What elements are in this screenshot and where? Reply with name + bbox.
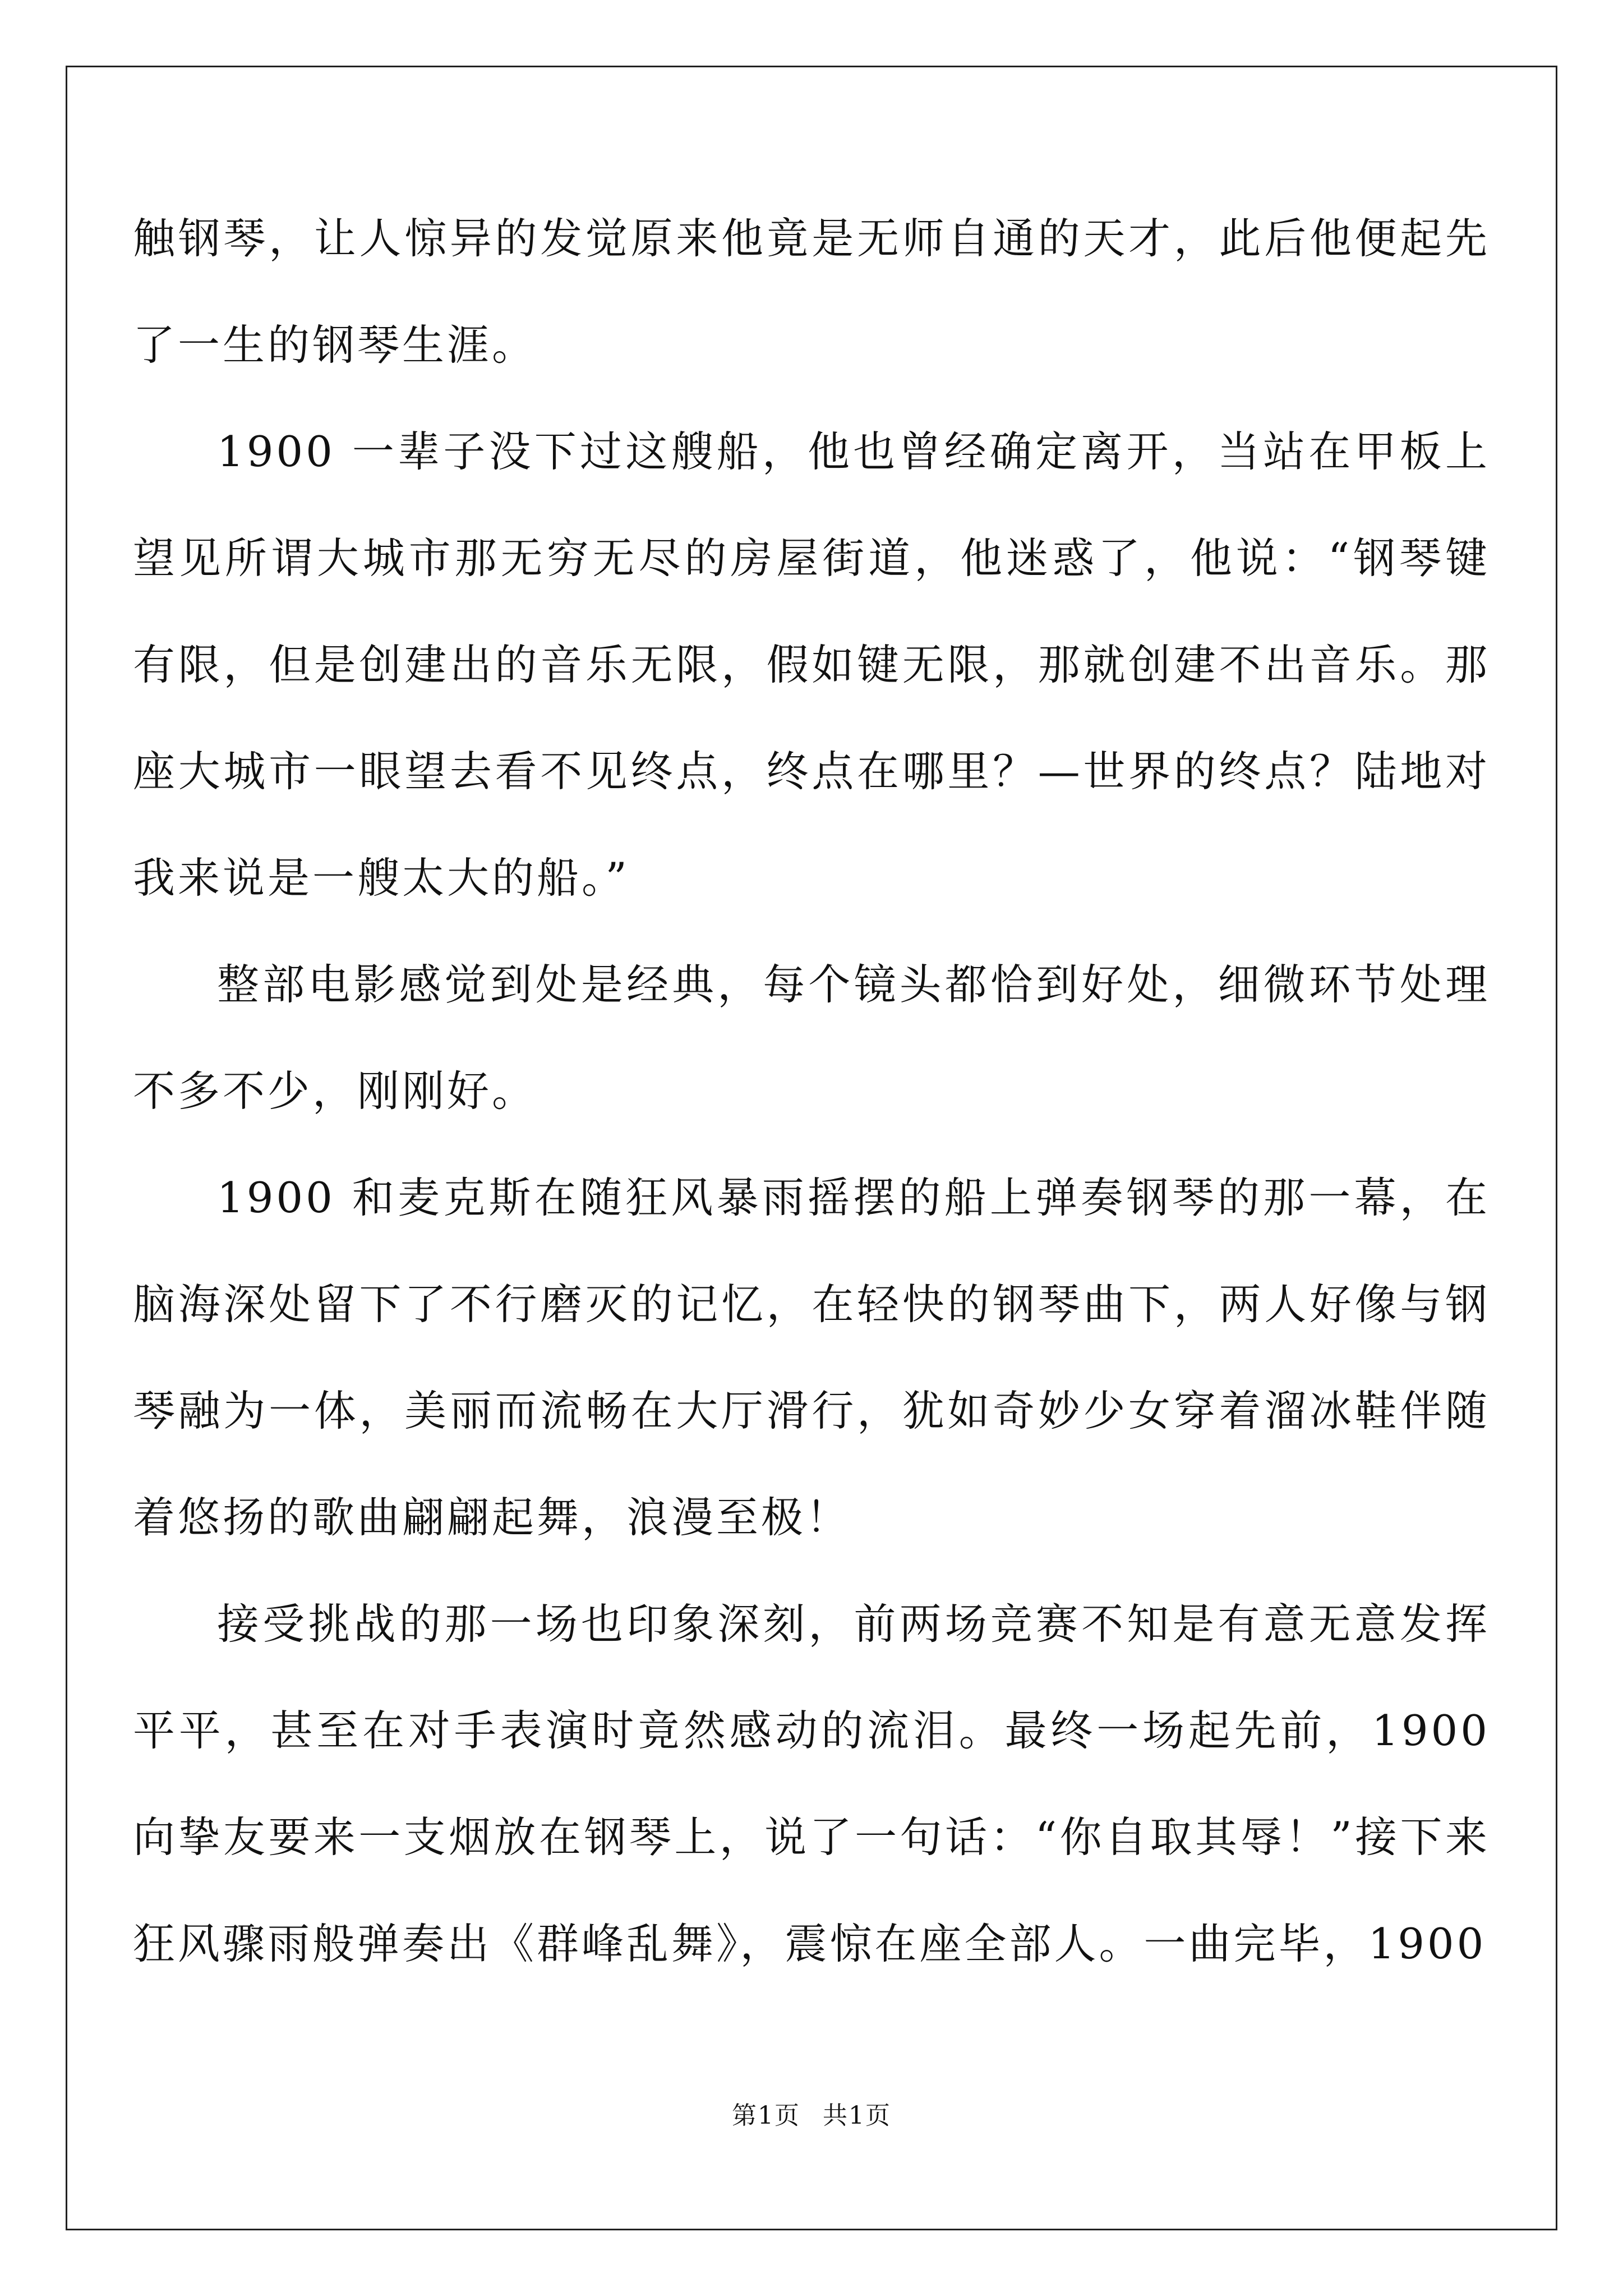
current-page-number: 第1页 bbox=[732, 2101, 800, 2130]
paragraph-continued: 触钢琴，让人惊异的发觉原来他竟是无师自通的天才，此后他便起先了一生的钢琴生涯。 bbox=[133, 214, 1490, 370]
paragraph: 1900 和麦克斯在随狂风暴雨摇摆的船上弹奏钢琴的那一幕，在脑海深处留下了不行磨灭的记忆，在轻快的钢琴曲下，两人好像与钢琴融为一体，美丽而流畅在大厅滑行，犹如奇妙少女穿着溜冰鞋伴随着悠扬的歌曲翩翩起舞，浪漫至极！ bbox=[133, 1173, 1490, 1542]
total-pages: 共1页 bbox=[823, 2101, 891, 2130]
document-body bbox=[133, 185, 1490, 1997]
paragraph: 接受挑战的那一场也印象深刻，前两场竞赛不知是有意无意发挥平平，甚至在对手表演时竟然感动的流泪。最终一场起先前，1900 向挚友要来一支烟放在钢琴上，说了一句话：“你自取其辱！”接下来狂风骤雨般弹奏出《群峰乱舞》，震惊在座全部人。一曲完毕，1900 bbox=[133, 1599, 1490, 1968]
paragraph: 整部电影感觉到处是经典，每个镜头都恰到好处，细微环节处理不多不少，刚刚好。 bbox=[133, 960, 1490, 1116]
page-footer bbox=[0, 2095, 1623, 2131]
paragraph: 1900 一辈子没下过这艘船，他也曾经确定离开，当站在甲板上望见所谓大城市那无穷无尽的房屋街道，他迷惑了，他说：“钢琴键有限，但是创建出的音乐无限，假如键无限，那就创建不出音乐。那座大城市一眼望去看不见终点，终点在哪里？—世界的终点？陆地对我来说是一艘太大的船。” bbox=[133, 427, 1490, 903]
